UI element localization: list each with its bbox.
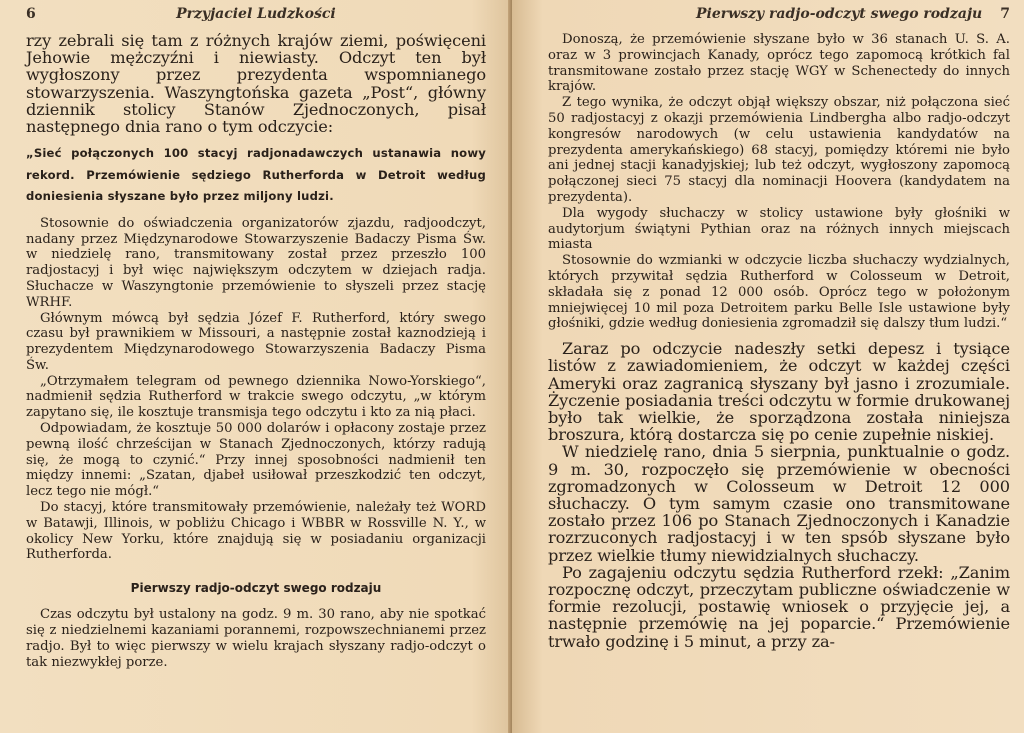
left-paragraph: Odpowiadam, że kosztuje 50 000 dolarów i opłacony zostaje przez pewną ilość chrześcijan w Stanach Zjednoczonych, którzy radują się, że mogą to czynić.“ Przy innej sposobności nadmienił ten między innemi: „Szatan, djabeł usiłował przeszkodzić ten odczyt, lecz tego nie mógł.“ bbox=[26, 421, 486, 500]
right-running-head bbox=[548, 6, 1010, 22]
right-large-body bbox=[548, 340, 1010, 650]
right-small-body bbox=[548, 32, 1010, 332]
left-intro-paragraph: rzy zebrali się tam z różnych krajów ziemi, poświęceni Jehowie mężczyźni i niewiasty. Odczyt ten był wygłoszony przez prezydenta wspomnianego stowarzyszenia. Waszyngtońska gazeta „Post“, główny dziennik stolicy Stanów Zjednoczonych, pisał następnego dnia rano o tym odczycie: bbox=[26, 31, 486, 137]
left-paragraph: Do stacyj, które transmitowały przemówienie, należały też WORD w Batawji, Illinois, w pobliżu Chicago i WBBR w Rossville N. Y., w okolicy New Yorku, które znajdują się w posiadaniu organizacji Rutherforda. bbox=[26, 500, 486, 563]
right-small-paragraph: Donoszą, że przemówienie słyszane było w 36 stanach U. S. A. oraz w 3 prowincjach Kanady, oprócz tego zapomocą krótkich fal transmitowane zostało przez stację WGY w Schenectedy do innych krajów. bbox=[548, 32, 1010, 95]
newspaper-quote: „Sieć połączonych 100 stacyj radjonadawczych ustanawia nowy rekord. Przemówienie sędziego Rutherforda w Detroit według doniesienia słyszane było przez miljony ludzi. bbox=[26, 146, 486, 204]
right-running-title: Pierwszy radjo-odczyt swego rodzaju bbox=[696, 6, 983, 22]
section-heading: Pierwszy radjo-odczyt swego rodzaju bbox=[130, 581, 382, 596]
right-page-number: 7 bbox=[1000, 6, 1010, 22]
section-paragraph: Czas odczytu był ustalony na godz. 9 m. 30 rano, aby nie spotkać się z niedzielnemi kazaniami porannemi, rozpowszechnianemi przez radjo. Był to więc pierwszy w wielu krajach słyszany radjo-odczyt o tak niezwykłej porze. bbox=[26, 607, 486, 670]
left-intro bbox=[26, 32, 486, 135]
left-page-number: 6 bbox=[26, 6, 36, 22]
right-large-paragraph: Zaraz po odczycie nadeszły setki depesz i tysiące listów z zawiadomieniem, że odczyt w każdej części Ameryki oraz zagranicą słyszany był jasno i zrozumiale. Życzenie posiadania treści odczytu w formie drukowanej było tak wielkie, że sporządzona została niniejsza broszura, którą dostarcza się po cenie zupełnie niskiej. bbox=[548, 339, 1010, 445]
right-small-paragraph: Dla wygody słuchaczy w stolicy ustawione były głośniki w audytorjum świątyni Pythian oraz na różnych innych miejscach miasta bbox=[548, 205, 1010, 253]
left-running-title: Przyjaciel Ludzkości bbox=[176, 6, 336, 22]
left-paragraph: „Otrzymałem telegram od pewnego dziennika Nowo-Yorskiego“, nadmienił sędzia Rutherford w trakcie swego odczytu, „w którym zapytano się, ile kosztuje transmisja tego odczytu i kto za nią płaci. bbox=[26, 373, 486, 421]
left-paragraph: Stosownie do oświadczenia organizatorów zjazdu, radjoodczyt, nadany przez Międzynarodowe Stowarzyszenie Badaczy Pisma Św. w niedzielę rano, transmitowany został przez przeszło 100 radjostacyj i był więc największym odczytem w dziejach radja. Słuchacze w Waszyngtonie przemówienie to słyszeli przez stację WRHF. bbox=[26, 215, 486, 310]
right-small-paragraph: Stosownie do wzmianki w odczycie liczba słuchaczy wydzialnych, których przywitał sędzia Rutherford w Colosseum w Detroit, składała się z ponad 12 000 osób. Oprócz tego w położonym mniejwięcej 10 mil poza Detroitem parku Belle Isle ustawione były głośniki, gdzie według doniesienia zgromadził się dalszy tłum ludzi.“ bbox=[548, 253, 1010, 332]
left-paragraph: Głównym mówcą był sędzia Józef F. Rutherford, który swego czasu był prawnikiem w Missouri, a następnie został kaznodzieją i prezydentem Międzynarodowego Stowarzyszenia Badaczy Pisma Św. bbox=[26, 310, 486, 373]
left-running-head bbox=[26, 6, 486, 22]
right-large-paragraph: Po zagajeniu odczytu sędzia Rutherford rzekł: „Zanim rozpocznę odczyt, przeczytam publiczne oświadczenie w formie rezolucji, postawię wniosek o przyjęcie jej, a następnie przemówię na jej poparcie.“ Przemówienie trwało godzinę i 5 minut, a przy za- bbox=[548, 562, 1010, 651]
right-page bbox=[512, 0, 1024, 733]
left-body bbox=[26, 143, 486, 670]
right-small-paragraph: Z tego wynika, że odczyt objął większy obszar, niż połączona sieć 50 radjostacyj z okazji przemówienia Lindbergha albo radjo-odczyt kongresów narodowych (w celu ustawienia kandydatów na prezydenta amerykańskiego) 68 stacyj, pomiędzy któremi nie było ani jednej stacji kanadyjskiej; lub też odczyt, wygłoszony zapomocą połączonej sieci 75 stacyj dla nominacji Hoovera (kandydatem na prezydenta). bbox=[548, 95, 1010, 205]
right-large-paragraph: W niedzielę rano, dnia 5 sierpnia, punktualnie o godz. 9 m. 30, rozpoczęło się przemówienie w obecności zgromadzonych w Colosseum w Detroit 12 000 słuchaczy. O tym samym czasie ono transmitowane zostało przez 106 po Stanach Zjednoczonych i Kanadzie rozrzuconych radjostacyj i w ten spsób słyszane było przez wielkie tłumy niewidzialnych słuchaczy. bbox=[548, 442, 1010, 565]
